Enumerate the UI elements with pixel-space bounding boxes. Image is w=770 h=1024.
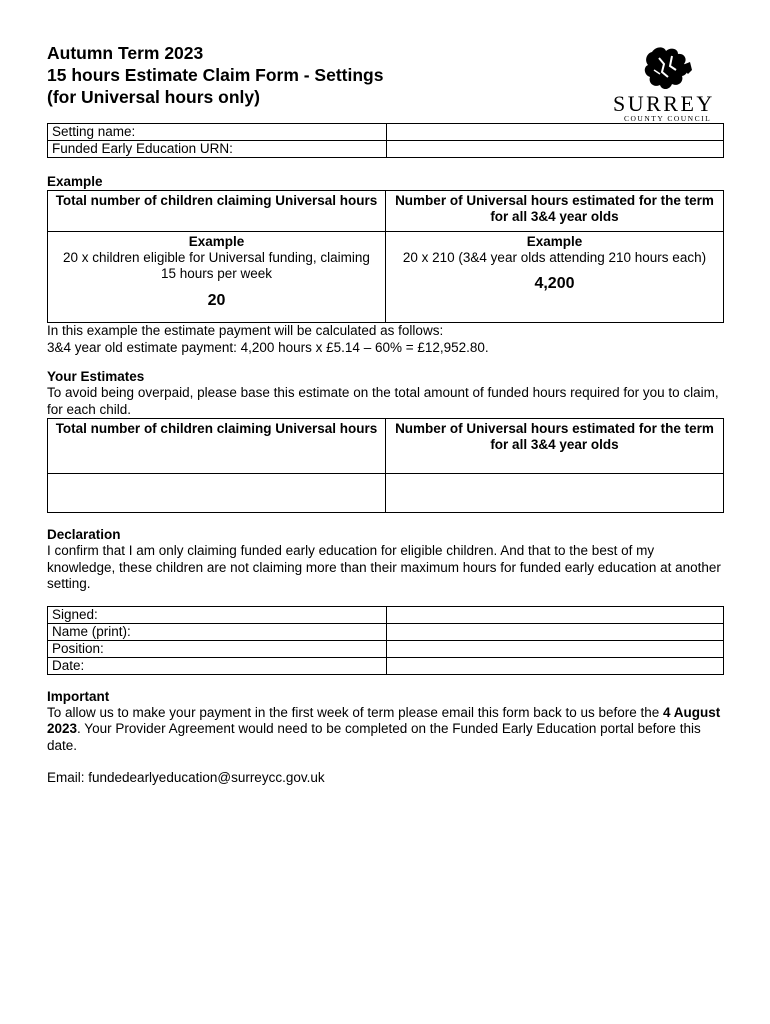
declaration-heading: Declaration: [47, 527, 121, 542]
setting-name-field[interactable]: [387, 124, 724, 141]
signed-row: [48, 606, 724, 623]
example-table: [47, 190, 724, 323]
position-field[interactable]: [387, 640, 724, 657]
estimates-text: To avoid being overpaid, please base this estimate on the total amount of funded hours required for you to claim, for each child.: [47, 385, 719, 417]
urn-label: Funded Early Education URN:: [48, 141, 387, 158]
name-field[interactable]: [387, 623, 724, 640]
name-label: Name (print):: [48, 623, 387, 640]
calc-line-2: 3&4 year old estimate payment: 4,200 hours x £5.14 – 60% = £12,952.80.: [47, 339, 489, 355]
page-title: [47, 42, 724, 108]
signed-label: Signed:: [48, 606, 387, 623]
setting-name-row: [48, 124, 724, 141]
estimates-col2-header-text: Number of Universal hours estimated for the term for all 3&4 year olds: [395, 421, 714, 452]
position-label: Position:: [48, 640, 387, 657]
important-text-part1: To allow us to make your payment in the first week of term please email this form back to us before the: [47, 704, 664, 720]
estimates-input-row: [48, 474, 724, 513]
logo-wordmark: SURREY: [613, 91, 715, 116]
estimates-header-row: [48, 419, 724, 474]
date-row: [48, 657, 724, 674]
example-col2-cell: [385, 232, 723, 323]
estimates-col1-header-text: Total number of children claiming Universal hours: [55, 421, 378, 436]
title-line-1: Autumn Term 2023: [47, 43, 204, 63]
urn-field[interactable]: [387, 141, 724, 158]
estimates-col2-header: [385, 419, 723, 474]
example-header-row: [48, 191, 724, 232]
signature-table: [47, 606, 724, 675]
declaration-text: I confirm that I am only claiming funded early education for eligible children. And that to the best of my knowledge, these children are not claiming more than their maximum hours for funded early education at another setting.: [47, 543, 721, 591]
example-col1-cell: [48, 232, 386, 323]
estimates-children-field[interactable]: [48, 474, 386, 513]
position-row: [48, 640, 724, 657]
date-label: Date:: [48, 657, 387, 674]
setting-table: [47, 123, 724, 158]
form-page: [47, 42, 724, 787]
example-col1-header: Total number of children claiming Universal hours: [48, 191, 386, 232]
example-col1-desc: 20 x children eligible for Universal funding, claiming 15 hours per week: [63, 250, 370, 281]
logo-subtitle: COUNTY COUNCIL: [624, 114, 712, 123]
email-line[interactable]: Email: fundedearlyeducation@surreycc.gov.uk: [47, 770, 325, 785]
estimates-hours-field[interactable]: [385, 474, 723, 513]
title-line-3: (for Universal hours only): [47, 87, 260, 107]
example-col1-value: 20: [207, 292, 226, 309]
example-body-row: [48, 232, 724, 323]
calc-line-1: In this example the estimate payment will be calculated as follows:: [47, 323, 444, 338]
example-col2-value: 4,200: [534, 275, 575, 292]
important-text-part2: . Your Provider Agreement would need to be completed on the Funded Early Education portal before this date.: [47, 721, 701, 753]
estimates-heading: Your Estimates: [47, 369, 145, 384]
example-col2-desc: 20 x 210 (3&4 year olds attending 210 hours each): [402, 250, 707, 265]
setting-name-label: Setting name:: [48, 124, 387, 141]
example-heading: Example: [47, 174, 103, 189]
estimates-col1-header: [48, 419, 386, 474]
important-text: [47, 705, 724, 755]
urn-row: [48, 141, 724, 158]
example-col2-label: Example: [526, 234, 583, 249]
important-heading: Important: [47, 688, 110, 704]
example-col1-label: Example: [188, 234, 245, 249]
estimates-table: [47, 418, 724, 513]
title-line-2: 15 hours Estimate Claim Form - Settings: [47, 65, 384, 85]
example-col2-header: Number of Universal hours estimated for the term for all 3&4 year olds: [385, 191, 723, 232]
date-field[interactable]: [387, 657, 724, 674]
name-row: [48, 623, 724, 640]
deadline-date: 4 August 2023: [47, 704, 721, 736]
signed-field[interactable]: [387, 606, 724, 623]
